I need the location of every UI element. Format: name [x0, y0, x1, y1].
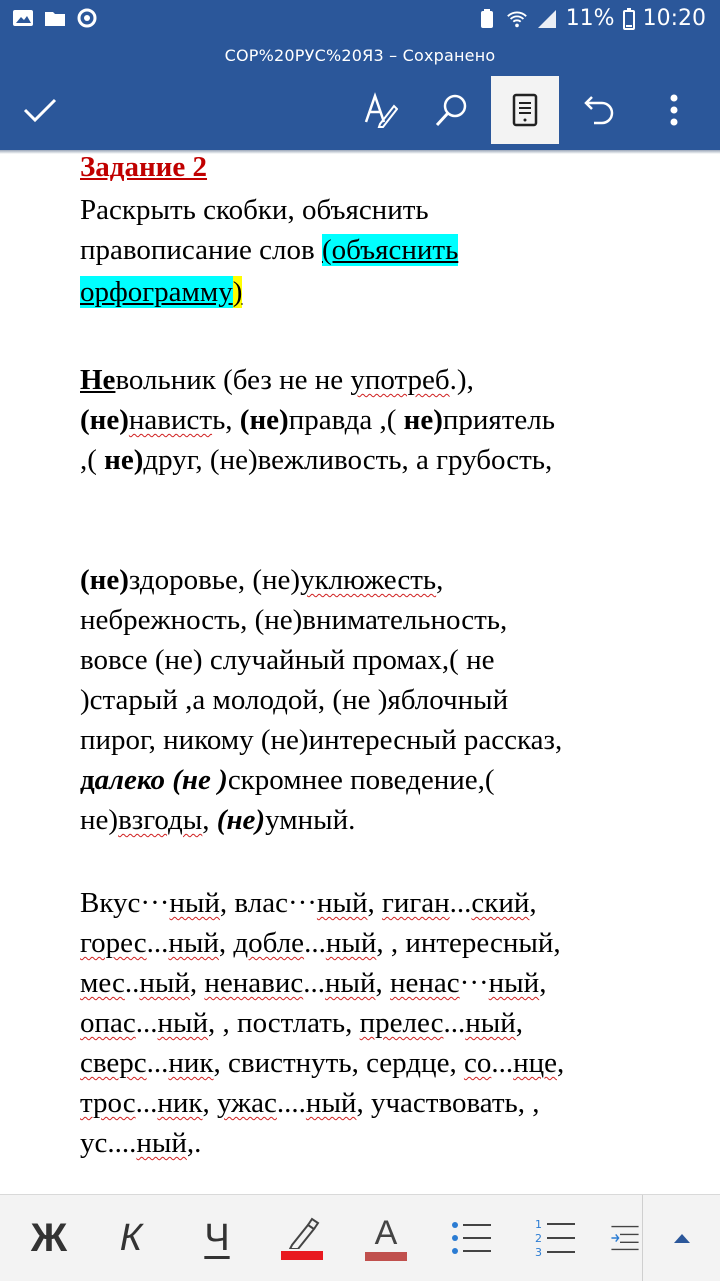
text-line: ус....ный,.	[80, 1127, 202, 1159]
more-options-button[interactable]	[640, 76, 708, 144]
wifi-icon	[506, 9, 528, 29]
battery-level: 11%	[565, 6, 615, 31]
battery-icon	[623, 8, 635, 30]
folder-notification-icon	[44, 8, 66, 28]
app-toolbar	[0, 42, 720, 150]
chevron-up-icon	[673, 1232, 691, 1244]
bullets-button[interactable]	[442, 1195, 502, 1281]
bold-label: Ж	[30, 1215, 68, 1260]
text-line: Невольник (без не не употреб.),	[80, 364, 474, 396]
search-button[interactable]	[418, 76, 486, 144]
text-line: трос...ник, ужас....ный, участвовать, ,	[80, 1087, 540, 1119]
spelling-error: навист	[128, 404, 213, 436]
highlighter-icon	[282, 1217, 322, 1249]
svg-text:2: 2	[535, 1232, 542, 1245]
spelling-error: уклюжесть	[300, 564, 437, 596]
text-line	[80, 270, 660, 314]
text-line: вовсе (не) случайный промах,( не	[80, 644, 495, 676]
text-line: (не)здоровье, (не)уклюжесть,	[80, 564, 444, 596]
indent-button[interactable]	[610, 1195, 640, 1281]
text-line: не)взгоды, (не)умный.	[80, 804, 356, 836]
highlight-button[interactable]	[272, 1195, 332, 1281]
clock: 10:20	[642, 6, 706, 31]
undo-icon	[582, 93, 618, 127]
text-line: Вкус···ный, влас···ный, гиган...ский,	[80, 887, 537, 919]
text-line: небрежность, (не)внимательность,	[80, 604, 508, 636]
text-line: (не)нависть, (не)правда ,( не)приятель	[80, 404, 555, 436]
spelling-error: взгоды	[118, 804, 203, 836]
italic-button[interactable]	[96, 1195, 166, 1281]
svg-text:3: 3	[535, 1246, 542, 1258]
indent-icon	[610, 1220, 640, 1256]
mobile-view-icon	[512, 93, 538, 127]
underline-button[interactable]	[182, 1195, 252, 1281]
font-color-swatch	[365, 1252, 407, 1261]
sync-notification-icon	[76, 8, 98, 28]
more-vertical-icon	[669, 93, 679, 127]
svg-text:1: 1	[535, 1218, 542, 1231]
image-notification-icon	[12, 8, 34, 28]
task-heading: Задание 2	[80, 151, 208, 183]
bold-button[interactable]	[14, 1195, 84, 1281]
text-line: горес...ный, добле...ный, , интересный,	[80, 927, 561, 959]
document-title: СОР%20РУС%20Я3 – Сохранено	[224, 46, 496, 65]
search-icon	[434, 92, 470, 128]
toolbar-divider	[642, 1195, 643, 1281]
highlighted-note: орфограмму	[80, 276, 233, 308]
format-toolbar	[0, 1194, 720, 1281]
text-line: далеко (не )скромнее поведение,(	[80, 764, 495, 796]
done-button[interactable]	[6, 76, 74, 144]
text-edit-icon	[362, 92, 398, 128]
highlighted-note: )	[232, 276, 243, 308]
italic-label: К	[119, 1216, 143, 1259]
checkmark-icon	[23, 97, 57, 123]
expand-toolbar-button[interactable]	[652, 1195, 712, 1281]
text-line: опас...ный, , постлать, прелес...ный,	[80, 1007, 523, 1039]
bullet-list-icon	[451, 1219, 493, 1257]
signal-icon	[536, 9, 558, 29]
numbering-button[interactable]	[526, 1195, 586, 1281]
status-bar	[0, 0, 720, 42]
font-color-button[interactable]	[356, 1195, 416, 1281]
underline-label: Ч	[204, 1216, 230, 1259]
undo-button[interactable]	[566, 76, 634, 144]
text-line: правописание слов (объяснить	[80, 234, 459, 266]
text-line: ,( не)друг, (не)вежливость, а грубость,	[80, 444, 553, 476]
edit-mode-button[interactable]	[346, 76, 414, 144]
text-line: пирог, никому (не)интересный рассказ,	[80, 724, 563, 756]
document-body[interactable]	[80, 150, 660, 1163]
numbered-list-icon	[535, 1218, 577, 1258]
mobile-view-button[interactable]	[491, 76, 559, 144]
spelling-error: употреб	[350, 364, 450, 396]
battery-saver-icon	[476, 9, 498, 29]
text-line: сверс...ник, свистнуть, сердце, со...нце,	[80, 1047, 565, 1079]
text-line: Раскрыть скобки, объяснить	[80, 194, 429, 226]
highlight-color-swatch	[281, 1251, 323, 1260]
text-line: мес..ный, ненавис...ный, ненас···ный,	[80, 967, 547, 999]
font-color-label: A	[374, 1213, 398, 1252]
text-line: )старый ,а молодой, (не )яблочный	[80, 684, 509, 716]
highlighted-note: (объяснить	[321, 234, 459, 266]
